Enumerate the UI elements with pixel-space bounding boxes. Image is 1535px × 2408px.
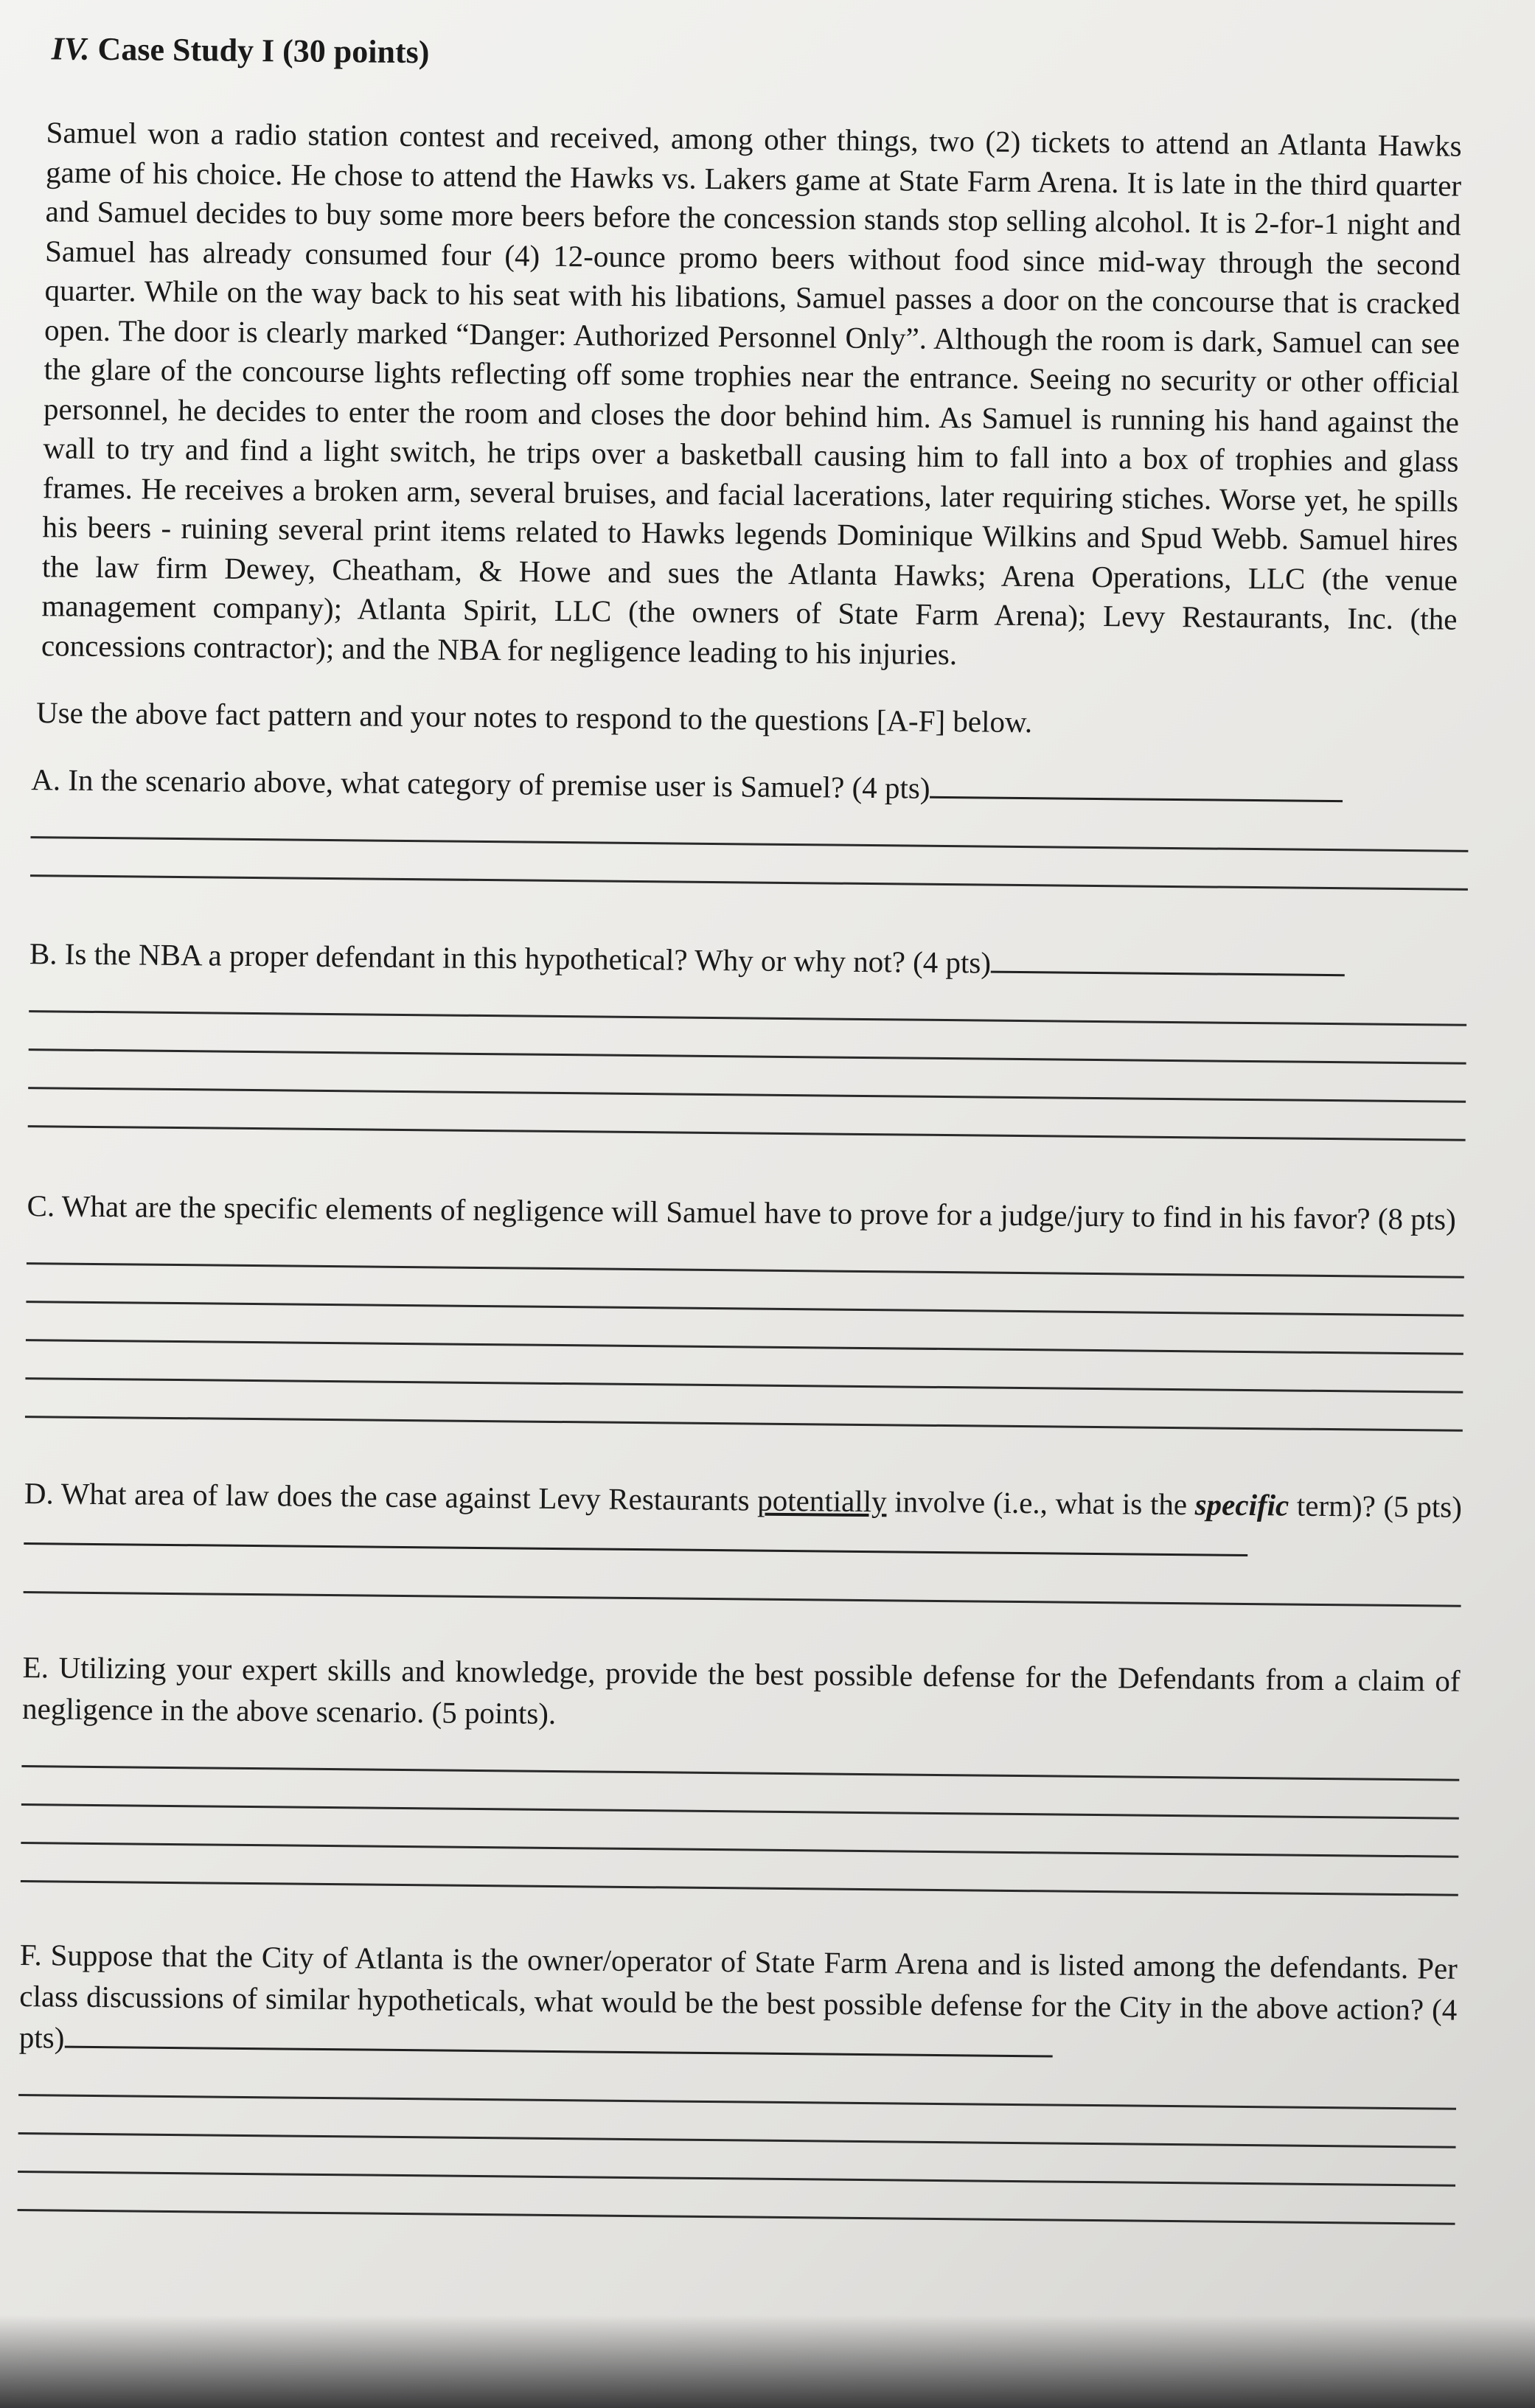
question-a: [30, 759, 1469, 891]
question-d-text: [24, 1472, 1462, 1569]
question-d: [24, 1472, 1462, 1607]
question-f-prompt: F. Suppose that the City of Atlanta is the owner/operator of State Farm Arena and is listed among the defendants. Per class discussions of similar hypotheticals, what would be the best possible defense for the City in the above action? (4 pts): [18, 1938, 1458, 2055]
question-a-prompt: A. In the scenario above, what category of premise user is Samuel? (4 pts): [31, 762, 930, 805]
question-f: [18, 1934, 1458, 2225]
answer-d-inline-blank[interactable]: [24, 1516, 1247, 1556]
question-d-prompt-middle: involve (i.e., what is the: [886, 1484, 1195, 1522]
question-f-text: [19, 1934, 1458, 2072]
question-e-prompt: E. Utilizing your expert skills and knowledge, provide the best possible defense for the Defendants from a claim of negligence in the above scenario. (5 points).: [21, 1650, 1461, 1730]
question-b-prompt: B. Is the NBA a proper defendant in this hypothetical? Why or why not? (4 pts): [29, 936, 992, 980]
section-title-text: Case Study I (30 points): [97, 30, 430, 71]
section-number: IV.: [51, 30, 90, 67]
question-c-prompt: C. What are the specific elements of negligence will Samuel have to prove for a judge/jury to find in his favor? (8 pts): [27, 1189, 1456, 1236]
question-c: [25, 1185, 1465, 1432]
question-d-emphasis-italic: specific: [1194, 1487, 1289, 1523]
question-d-prompt-end: term)? (5 pts): [1288, 1488, 1463, 1524]
answer-a-inline-blank[interactable]: [930, 770, 1343, 802]
fact-pattern: Samuel won a radio station contest and received, among other things, two (2) tickets to attend an Atlanta Hawks game of his choice. He chose to attend the Hawks vs. Lakers game at State Farm Arena. It is late in the third quarter and Samuel decides to buy some more beers before the concession stands stop selling alcohol. It is 2-for-1 night and Samuel has already consumed four (4) 12-ounce promo beers without food since mid-way through the second quarter. While on the way back to his seat with his libations, Samuel passes a door on the concourse that is cracked open. The door is clearly marked “Danger: Authorized Personnel Only”. Although the room is dark, Samuel can see the glare of the concourse lights reflecting off some trophies near the entrance. Seeing no security or other official personnel, he decides to enter the room and closes the door behind him. As Samuel is running his hand against the wall to try and find a light switch, he trips over a basketball causing him to fall into a box of trophies and glass frames. He receives a broken arm, several bruises, and facial lacerations, later requiring stiches. Worse yet, he spills his beers - ruining several print items related to Hawks legends Dominique Wilkins and Spud Webb. Samuel hires the law firm Dewey, Cheatham, & Howe and sues the Atlanta Hawks; Arena Operations, LLC (the venue management company); Atlanta Spirit, LLC (the owners of State Farm Arena); Levy Restaurants, Inc. (the concessions contractor); and the NBA for negligence leading to his injuries.: [41, 115, 1462, 671]
question-d-emphasis-underlined: potentially: [757, 1483, 887, 1519]
answer-f-inline-blank[interactable]: [64, 2019, 1052, 2058]
answer-b-inline-blank[interactable]: [991, 944, 1345, 977]
instructions: Use the above fact pattern and your notes to respond to the questions [A-F] below.: [35, 695, 1033, 740]
question-b: [28, 933, 1467, 1141]
section-title: [52, 29, 1486, 81]
question-d-prompt-start: D. What area of law does the case against Levy Restaurants: [24, 1476, 758, 1517]
table-shadow: [0, 2315, 1535, 2408]
question-e: [21, 1646, 1461, 1896]
exam-sheet: [6, 29, 1486, 2225]
